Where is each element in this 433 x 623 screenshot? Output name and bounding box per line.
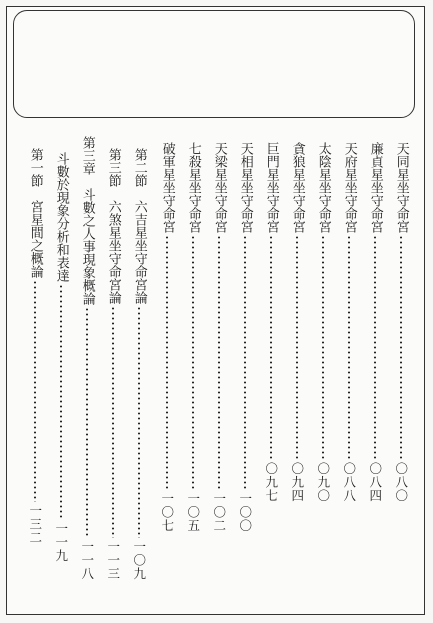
toc-entry[interactable] bbox=[262, 142, 280, 502]
toc-entry-page: 〇九四 bbox=[289, 461, 305, 502]
table-of-contents bbox=[0, 136, 433, 582]
toc-entry[interactable] bbox=[158, 142, 176, 532]
toc-entry-page: 一一八 bbox=[79, 539, 95, 580]
toc-entry-title: 貪狼星坐守命宮 bbox=[289, 142, 305, 233]
toc-entry-title: 太陰星坐守命宮 bbox=[315, 142, 331, 233]
toc-entry-title: 第二節 六吉星坐守命宮論 bbox=[131, 148, 147, 304]
dot-leader bbox=[348, 235, 350, 460]
toc-entry-title: 廉貞星坐守命宮 bbox=[367, 142, 383, 233]
toc-entry[interactable] bbox=[366, 142, 384, 502]
dot-leader bbox=[400, 235, 402, 460]
toc-entry-title: 第三節 六煞星坐守命宮論 bbox=[105, 148, 121, 304]
toc-entry-title: 斗數於現象分析和表達 bbox=[53, 152, 69, 282]
dot-leader bbox=[34, 280, 36, 502]
toc-entry-page: 〇八〇 bbox=[393, 461, 409, 502]
toc-entry[interactable] bbox=[52, 152, 70, 562]
dot-leader bbox=[138, 306, 140, 538]
toc-entry-title: 天同星坐守命宮 bbox=[393, 142, 409, 233]
toc-entry-title: 天梁星坐守命宮 bbox=[211, 142, 227, 233]
toc-entry[interactable] bbox=[392, 142, 410, 502]
toc-entry-page: 一〇〇 bbox=[237, 491, 253, 532]
toc-entry-title: 第三章 斗數之人事現象概論 bbox=[79, 136, 95, 305]
toc-entry[interactable] bbox=[314, 142, 332, 502]
toc-entry[interactable] bbox=[340, 142, 358, 502]
toc-entry[interactable] bbox=[184, 142, 202, 532]
toc-entry-title: 天相星坐守命宮 bbox=[237, 142, 253, 233]
toc-entry-title: 天府星坐守命宮 bbox=[341, 142, 357, 233]
toc-entry-page: 〇八八 bbox=[341, 461, 357, 502]
header-box bbox=[13, 10, 415, 118]
dot-leader bbox=[86, 307, 88, 538]
toc-entry-page: 〇九七 bbox=[263, 461, 279, 502]
dot-leader bbox=[296, 235, 298, 460]
toc-entry[interactable] bbox=[130, 148, 148, 580]
dot-leader bbox=[166, 235, 168, 490]
toc-entry[interactable] bbox=[26, 148, 44, 544]
toc-entry-page: 一一九 bbox=[53, 521, 69, 562]
toc-entry[interactable] bbox=[288, 142, 306, 502]
toc-entry-title: 第一節 宮星間之概論 bbox=[27, 148, 43, 278]
toc-entry-page: 〇八四 bbox=[367, 461, 383, 502]
dot-leader bbox=[112, 306, 114, 538]
dot-leader bbox=[192, 235, 194, 490]
toc-entry[interactable] bbox=[78, 136, 96, 580]
toc-entry[interactable] bbox=[210, 142, 228, 532]
toc-entry-page: 一一三 bbox=[105, 539, 121, 580]
toc-entry-page: 一〇二 bbox=[211, 491, 227, 532]
dot-leader bbox=[270, 235, 272, 460]
toc-entry-page: 一〇九 bbox=[131, 539, 147, 580]
dot-leader bbox=[322, 235, 324, 460]
toc-entry[interactable] bbox=[236, 142, 254, 532]
dot-leader bbox=[218, 235, 220, 490]
dot-leader bbox=[60, 284, 62, 520]
toc-entry-title: 七殺星坐守命宮 bbox=[185, 142, 201, 233]
dot-leader bbox=[374, 235, 376, 460]
toc-entry[interactable] bbox=[104, 148, 122, 580]
toc-entry-page: 一〇五 bbox=[185, 491, 201, 532]
toc-entry-page: 一〇七 bbox=[159, 491, 175, 532]
toc-entry-title: 破軍星坐守命宮 bbox=[159, 142, 175, 233]
toc-entry-page: 一三二 bbox=[27, 503, 43, 544]
toc-entry-page: 〇九〇 bbox=[315, 461, 331, 502]
toc-entry-title: 巨門星坐守命宮 bbox=[263, 142, 279, 233]
dot-leader bbox=[244, 235, 246, 490]
